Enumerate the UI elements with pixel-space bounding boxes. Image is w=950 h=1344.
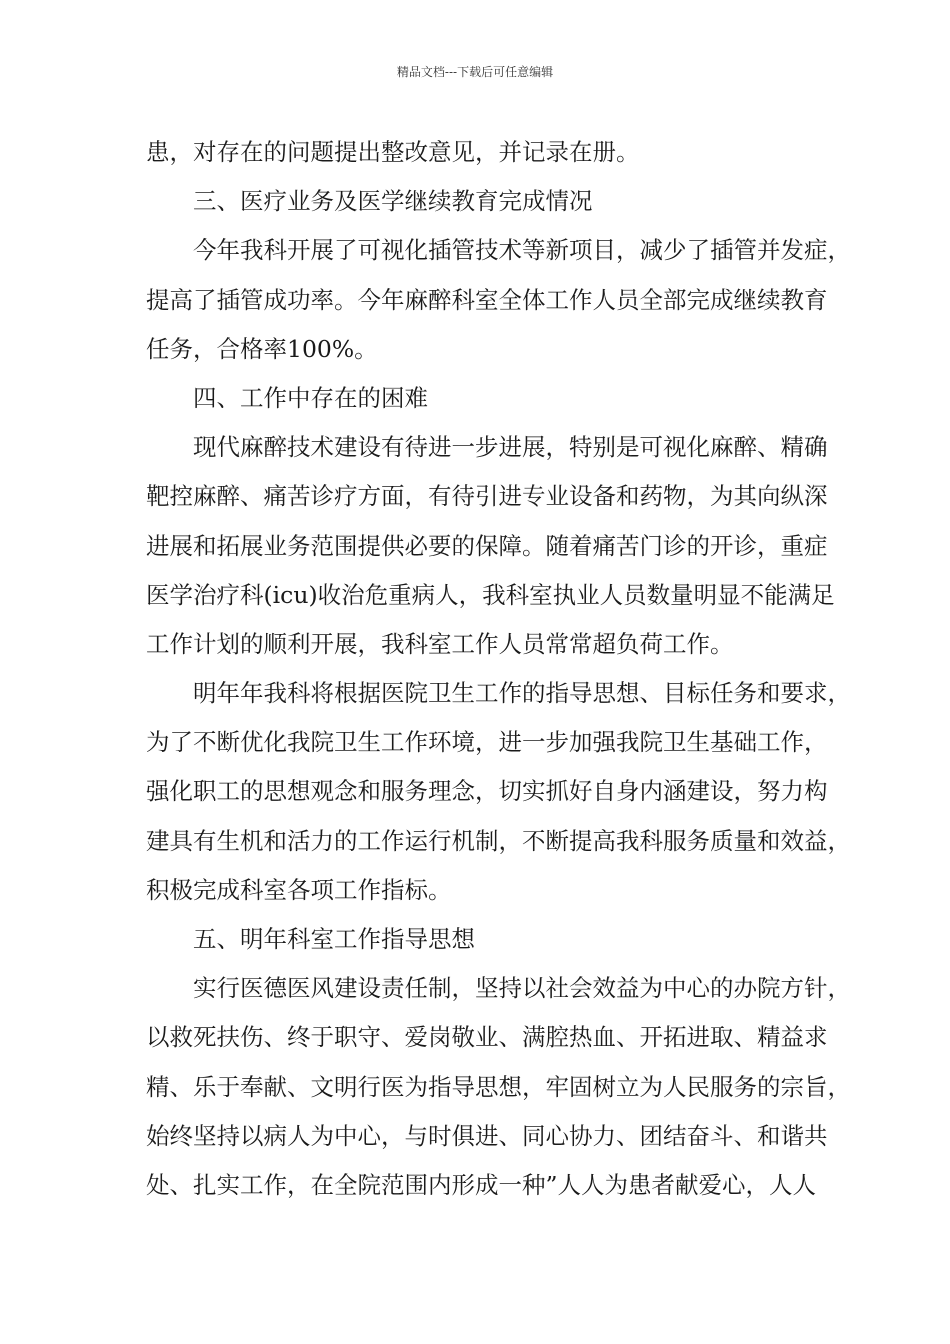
text-line: 为了不断优化我院卫生工作环境，进一步加强我院卫生基础工作， (146, 728, 828, 757)
document-body (146, 128, 851, 1210)
text-line: 以救死扶伤、终于职守、爱岗敬业、满腔热血、开拓进取、精益求 (146, 1023, 828, 1052)
text-line: 任务，合格率100%。 (146, 334, 378, 363)
section-heading: 三、医疗业务及医学继续教育完成情况 (193, 187, 593, 216)
page-header: 精品文档---下载后可任意编辑 (396, 65, 554, 79)
text-line: 始终坚持以病人为中心，与时俱进、同心协力、团结奋斗、和谐共 (146, 1121, 828, 1150)
section-heading: 四、工作中存在的困难 (193, 383, 428, 412)
text-line: 工作计划的顺利开展，我科室工作人员常常超负荷工作。 (146, 629, 734, 658)
text-line: 处、扎实工作，在全院范围内形成一种”人人为患者献爱心，人人 (146, 1170, 817, 1199)
text-line: 进展和拓展业务范围提供必要的保障。随着痛苦门诊的开诊，重症 (146, 531, 828, 560)
text-line: 今年我科开展了可视化插管技术等新项目，减少了插管并发症， (193, 236, 851, 265)
text-line: 强化职工的思想观念和服务理念，切实抓好自身内涵建设，努力构 (146, 777, 828, 806)
text-line: 现代麻醉技术建设有待进一步进展，特别是可视化麻醉、精确 (193, 433, 828, 462)
text-line: 精、乐于奉献、文明行医为指导思想，牢固树立为人民服务的宗旨， (146, 1072, 851, 1101)
text-line: 建具有生机和活力的工作运行机制，不断提高我科服务质量和效益， (146, 826, 851, 855)
text-line: 靶控麻醉、痛苦诊疗方面，有待引进专业设备和药物，为其向纵深 (146, 482, 828, 511)
section-heading: 五、明年科室工作指导思想 (193, 925, 475, 953)
text-line: 明年年我科将根据医院卫生工作的指导思想、目标任务和要求， (193, 679, 851, 708)
text-line: 提高了插管成功率。今年麻醉科室全体工作人员全部完成继续教育 (146, 285, 828, 314)
text-line: 医学治疗科(icu)收治危重病人，我科室执业人员数量明显不能满足 (146, 580, 835, 609)
text-line: 实行医德医风建设责任制，坚持以社会效益为中心的办院方针， (193, 974, 851, 1003)
text-line: 患，对存在的问题提出整改意见，并记录在册。 (146, 138, 640, 166)
text-line: 积极完成科室各项工作指标。 (146, 875, 452, 904)
